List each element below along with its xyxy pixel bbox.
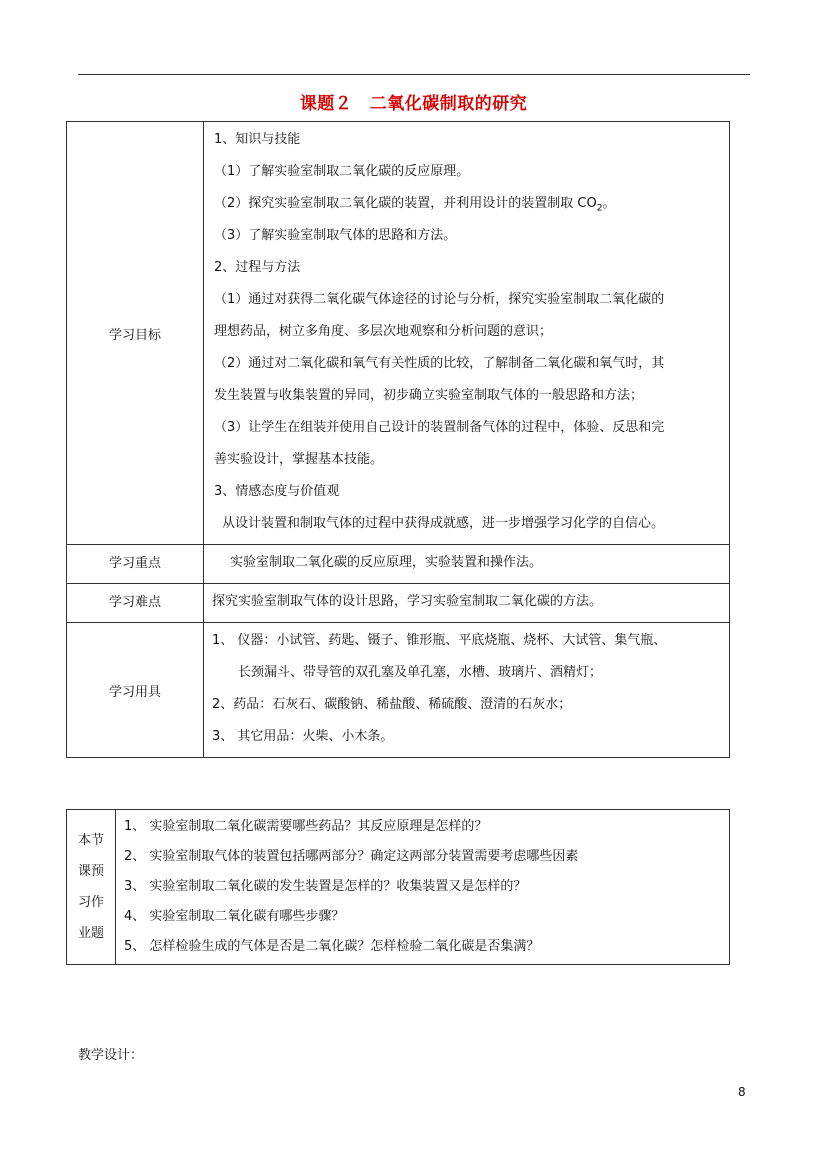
objectives-content [204, 122, 730, 545]
objective-line: （1）了解实验室制取二氧化碳的反应原理。 [214, 164, 470, 179]
key-points-row [67, 545, 730, 584]
tools-line: 3、 其它用品：火柴、小木条。 [212, 729, 394, 744]
header-rule [78, 74, 750, 75]
difficulties-row [67, 584, 730, 623]
objective-line: 2、过程与方法 [214, 260, 301, 275]
difficulties-text: 探究实验室制取气体的设计思路，学习实验室制取二氧化碳的方法。 [204, 584, 730, 623]
teaching-design-label: 教学设计： [78, 1048, 144, 1063]
objective-line: （3）让学生在组装并使用自己设计的装置制备气体的过程中，体验、反思和完 [214, 420, 665, 435]
objective-line-text: （2）探究实验室制取二氧化碳的装置，并利用设计的装置制取 [214, 196, 574, 211]
preview-label-line: 习作 [77, 895, 104, 910]
page-number: 8 [738, 1085, 746, 1099]
preview-label-line: 课预 [77, 864, 104, 879]
objective-line: 理想药品，树立多角度、多层次地观察和分析问题的意识； [214, 324, 553, 339]
objective-line: （3）了解实验室制取气体的思路和方法。 [214, 228, 457, 243]
lesson-info-table [66, 121, 730, 758]
objective-line: 3、情感态度与价值观 [214, 484, 340, 499]
preview-label-line: 业题 [77, 926, 104, 941]
objective-line: 1、知识与技能 [214, 132, 301, 147]
preview-label-line: 本节 [77, 833, 104, 848]
co2-tail: 。 [602, 196, 616, 211]
preview-question: 5、 怎样检验生成的气体是否是二氧化碳？怎样检验二氧化碳是否集满？ [124, 939, 540, 954]
tools-line: 2、药品：石灰石、碳酸钠、稀盐酸、稀硫酸、澄清的石灰水； [212, 697, 572, 712]
objective-line: 善实验设计，掌握基本技能。 [214, 452, 384, 467]
objectives-label: 学习目标 [67, 122, 204, 545]
objective-line: （1）通过对获得二氧化碳气体途径的讨论与分析，探究实验室制取二氧化碳的 [214, 292, 665, 307]
co2-formula: CO [577, 196, 597, 211]
key-points-text: 实验室制取二氧化碳的反应原理，实验装置和操作法。 [204, 545, 730, 584]
preview-homework-table [66, 809, 730, 965]
tools-content [204, 623, 730, 758]
objective-line: 发生装置与收集装置的异同，初步确立实验室制取气体的一般思路和方法； [214, 388, 644, 403]
preview-row [67, 810, 730, 965]
co2-subscript: 2 [596, 203, 603, 214]
objectives-row [67, 122, 730, 545]
preview-question: 4、 实验室制取二氧化碳有哪些步骤？ [124, 909, 345, 924]
objective-line: （2）通过对二氧化碳和氧气有关性质的比较，了解制备二氧化碳和氧气时，其 [214, 356, 665, 371]
difficulties-label: 学习难点 [67, 584, 204, 623]
preview-question: 2、 实验室制取气体的装置包括哪两部分？确定这两部分装置需要考虑哪些因素 [124, 849, 579, 864]
key-points-label: 学习重点 [67, 545, 204, 584]
tools-row [67, 623, 730, 758]
tools-line: 长颈漏斗、带导管的双孔塞及单孔塞，水槽、玻璃片、酒精灯； [238, 665, 603, 680]
objective-line: 从设计装置和制取气体的过程中获得成就感，进一步增强学习化学的自信心。 [222, 516, 665, 531]
preview-question: 3、 实验室制取二氧化碳的发生装置是怎样的？收集装置又是怎样的？ [124, 879, 527, 894]
preview-questions [116, 810, 730, 965]
preview-question: 1、 实验室制取二氧化碳需要哪些药品？其反应原理是怎样的？ [124, 819, 488, 834]
preview-label [67, 810, 116, 965]
tools-label: 学习用具 [67, 623, 204, 758]
tools-line: 1、 仪器：小试管、药匙、镊子、锥形瓶、平底烧瓶、烧杯、大试管、集气瓶、 [212, 633, 667, 648]
page-title: 课题２ 二氧化碳制取的研究 [299, 94, 528, 114]
objective-line [212, 188, 721, 220]
